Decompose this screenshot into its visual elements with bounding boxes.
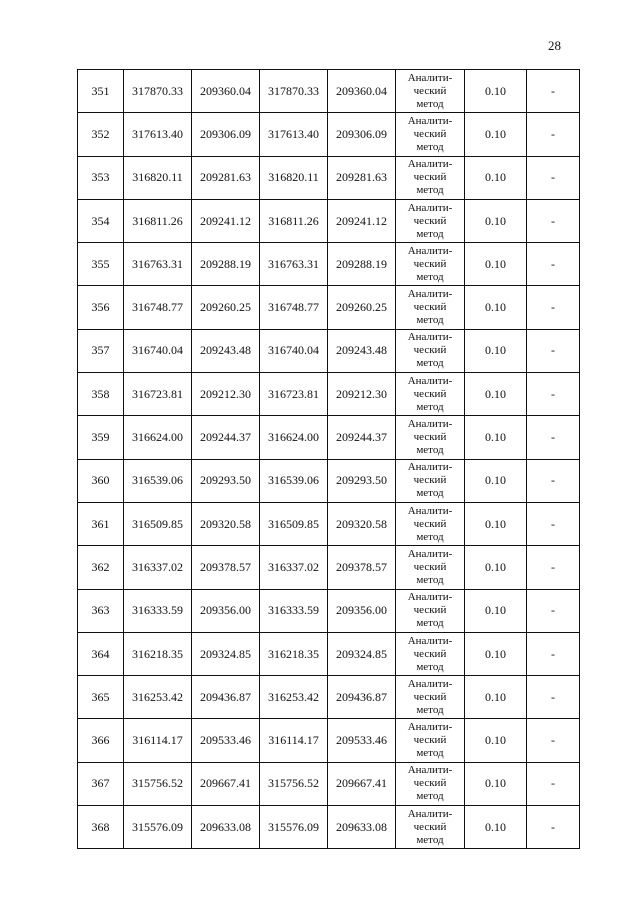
- x-coordinate-new-cell: 316539.06: [260, 459, 328, 502]
- method-cell: [396, 199, 465, 242]
- accuracy-cell: 0.10: [465, 719, 527, 762]
- note-cell: -: [527, 589, 580, 632]
- method-text-line: ческий: [413, 84, 447, 97]
- y-coordinate-cell: 209378.57: [192, 546, 260, 589]
- point-number-cell: 351: [78, 70, 124, 113]
- method-text-line: метод: [416, 357, 444, 370]
- note-cell: -: [527, 502, 580, 545]
- y-coordinate-cell: 209212.30: [192, 373, 260, 416]
- x-coordinate-cell: 316763.31: [124, 243, 192, 286]
- x-coordinate-new-cell: 316624.00: [260, 416, 328, 459]
- x-coordinate-cell: 316811.26: [124, 199, 192, 242]
- table-row: [78, 459, 580, 502]
- x-coordinate-cell: 315756.52: [124, 762, 192, 805]
- accuracy-cell: 0.10: [465, 502, 527, 545]
- note-cell: -: [527, 719, 580, 762]
- accuracy-cell: 0.10: [465, 199, 527, 242]
- method-cell: [396, 719, 465, 762]
- method-text-line: ческий: [413, 517, 447, 530]
- y-coordinate-cell: 209633.08: [192, 806, 260, 849]
- method-text-line: метод: [416, 97, 444, 110]
- x-coordinate-new-cell: 316218.35: [260, 632, 328, 675]
- method-text-line: Аналити-: [407, 504, 453, 517]
- method-text-line: Аналити-: [407, 71, 453, 84]
- method-text-line: ческий: [413, 387, 447, 400]
- x-coordinate-new-cell: 316811.26: [260, 199, 328, 242]
- method-text-line: метод: [416, 747, 444, 760]
- method-cell: [396, 286, 465, 329]
- y-coordinate-cell: 209241.12: [192, 199, 260, 242]
- table-row: [78, 243, 580, 286]
- note-cell: -: [527, 459, 580, 502]
- y-coordinate-cell: 209356.00: [192, 589, 260, 632]
- method-text-line: Аналити-: [407, 807, 453, 820]
- method-cell: [396, 762, 465, 805]
- accuracy-cell: 0.10: [465, 546, 527, 589]
- method-text-line: ческий: [413, 604, 447, 617]
- point-number-cell: 356: [78, 286, 124, 329]
- x-coordinate-cell: 316624.00: [124, 416, 192, 459]
- method-text-line: метод: [416, 617, 444, 630]
- method-text-line: Аналити-: [407, 288, 453, 301]
- x-coordinate-cell: 316740.04: [124, 329, 192, 372]
- x-coordinate-new-cell: 316253.42: [260, 676, 328, 719]
- method-cell: [396, 156, 465, 199]
- method-text-line: ческий: [413, 344, 447, 357]
- method-cell: [396, 416, 465, 459]
- y-coordinate-cell: 209243.48: [192, 329, 260, 372]
- accuracy-cell: 0.10: [465, 806, 527, 849]
- table-row: [78, 546, 580, 589]
- table-row: [78, 589, 580, 632]
- note-cell: -: [527, 676, 580, 719]
- method-text-line: ческий: [413, 171, 447, 184]
- point-number-cell: 365: [78, 676, 124, 719]
- table-row: [78, 676, 580, 719]
- y-coordinate-cell: 209281.63: [192, 156, 260, 199]
- y-coordinate-new-cell: 209293.50: [328, 459, 396, 502]
- x-coordinate-new-cell: 316337.02: [260, 546, 328, 589]
- y-coordinate-cell: 209293.50: [192, 459, 260, 502]
- note-cell: -: [527, 632, 580, 675]
- point-number-cell: 366: [78, 719, 124, 762]
- table-row: [78, 416, 580, 459]
- table-row: [78, 806, 580, 849]
- method-cell: [396, 589, 465, 632]
- y-coordinate-cell: 209360.04: [192, 70, 260, 113]
- method-text-line: Аналити-: [407, 244, 453, 257]
- method-cell: [396, 243, 465, 286]
- table-row: [78, 199, 580, 242]
- table-body: [78, 70, 580, 849]
- y-coordinate-new-cell: 209212.30: [328, 373, 396, 416]
- point-number-cell: 363: [78, 589, 124, 632]
- x-coordinate-cell: 317613.40: [124, 113, 192, 156]
- method-text-line: Аналити-: [407, 461, 453, 474]
- y-coordinate-new-cell: 209324.85: [328, 632, 396, 675]
- table-row: [78, 113, 580, 156]
- accuracy-cell: 0.10: [465, 632, 527, 675]
- note-cell: -: [527, 416, 580, 459]
- y-coordinate-new-cell: 209241.12: [328, 199, 396, 242]
- y-coordinate-new-cell: 209260.25: [328, 286, 396, 329]
- x-coordinate-cell: 316509.85: [124, 502, 192, 545]
- accuracy-cell: 0.10: [465, 70, 527, 113]
- table-row: [78, 329, 580, 372]
- x-coordinate-cell: 316114.17: [124, 719, 192, 762]
- table-row: [78, 632, 580, 675]
- y-coordinate-cell: 209320.58: [192, 502, 260, 545]
- method-text-line: Аналити-: [407, 677, 453, 690]
- y-coordinate-cell: 209288.19: [192, 243, 260, 286]
- x-coordinate-cell: 316333.59: [124, 589, 192, 632]
- method-text-line: Аналити-: [407, 764, 453, 777]
- x-coordinate-cell: 317870.33: [124, 70, 192, 113]
- method-cell: [396, 546, 465, 589]
- method-text-line: метод: [416, 703, 444, 716]
- x-coordinate-new-cell: 316748.77: [260, 286, 328, 329]
- method-text-line: Аналити-: [407, 591, 453, 604]
- y-coordinate-cell: 209667.41: [192, 762, 260, 805]
- y-coordinate-new-cell: 209306.09: [328, 113, 396, 156]
- table-row: [78, 156, 580, 199]
- y-coordinate-cell: 209324.85: [192, 632, 260, 675]
- x-coordinate-new-cell: 317870.33: [260, 70, 328, 113]
- x-coordinate-cell: 316748.77: [124, 286, 192, 329]
- x-coordinate-cell: 316337.02: [124, 546, 192, 589]
- method-text-line: метод: [416, 790, 444, 803]
- coordinates-table: [77, 69, 580, 849]
- note-cell: -: [527, 286, 580, 329]
- point-number-cell: 362: [78, 546, 124, 589]
- accuracy-cell: 0.10: [465, 243, 527, 286]
- method-text-line: Аналити-: [407, 331, 453, 344]
- x-coordinate-new-cell: 316763.31: [260, 243, 328, 286]
- method-text-line: Аналити-: [407, 634, 453, 647]
- y-coordinate-new-cell: 209360.04: [328, 70, 396, 113]
- x-coordinate-cell: 316820.11: [124, 156, 192, 199]
- method-text-line: метод: [416, 314, 444, 327]
- accuracy-cell: 0.10: [465, 676, 527, 719]
- x-coordinate-new-cell: 316333.59: [260, 589, 328, 632]
- method-cell: [396, 806, 465, 849]
- method-text-line: ческий: [413, 690, 447, 703]
- note-cell: -: [527, 156, 580, 199]
- note-cell: -: [527, 70, 580, 113]
- note-cell: -: [527, 762, 580, 805]
- method-text-line: метод: [416, 227, 444, 240]
- method-cell: [396, 373, 465, 416]
- x-coordinate-new-cell: 315576.09: [260, 806, 328, 849]
- x-coordinate-new-cell: 316114.17: [260, 719, 328, 762]
- x-coordinate-cell: 316723.81: [124, 373, 192, 416]
- method-text-line: ческий: [413, 127, 447, 140]
- table-row: [78, 373, 580, 416]
- table-row: [78, 762, 580, 805]
- note-cell: -: [527, 546, 580, 589]
- x-coordinate-new-cell: 316740.04: [260, 329, 328, 372]
- y-coordinate-new-cell: 209281.63: [328, 156, 396, 199]
- note-cell: -: [527, 113, 580, 156]
- note-cell: -: [527, 329, 580, 372]
- point-number-cell: 360: [78, 459, 124, 502]
- method-text-line: метод: [416, 400, 444, 413]
- table-row: [78, 70, 580, 113]
- y-coordinate-new-cell: 209320.58: [328, 502, 396, 545]
- y-coordinate-cell: 209260.25: [192, 286, 260, 329]
- method-text-line: метод: [416, 833, 444, 846]
- method-text-line: метод: [416, 184, 444, 197]
- method-text-line: метод: [416, 444, 444, 457]
- note-cell: -: [527, 199, 580, 242]
- point-number-cell: 352: [78, 113, 124, 156]
- method-text-line: ческий: [413, 431, 447, 444]
- x-coordinate-new-cell: 316820.11: [260, 156, 328, 199]
- accuracy-cell: 0.10: [465, 459, 527, 502]
- y-coordinate-new-cell: 209356.00: [328, 589, 396, 632]
- y-coordinate-new-cell: 209633.08: [328, 806, 396, 849]
- method-cell: [396, 676, 465, 719]
- y-coordinate-new-cell: 209288.19: [328, 243, 396, 286]
- method-text-line: ческий: [413, 647, 447, 660]
- table-row: [78, 502, 580, 545]
- x-coordinate-cell: 316218.35: [124, 632, 192, 675]
- method-text-line: метод: [416, 530, 444, 543]
- method-text-line: ческий: [413, 214, 447, 227]
- y-coordinate-cell: 209306.09: [192, 113, 260, 156]
- method-text-line: ческий: [413, 474, 447, 487]
- y-coordinate-new-cell: 209243.48: [328, 329, 396, 372]
- accuracy-cell: 0.10: [465, 156, 527, 199]
- point-number-cell: 353: [78, 156, 124, 199]
- method-text-line: Аналити-: [407, 418, 453, 431]
- accuracy-cell: 0.10: [465, 113, 527, 156]
- point-number-cell: 368: [78, 806, 124, 849]
- x-coordinate-new-cell: 317613.40: [260, 113, 328, 156]
- x-coordinate-cell: 316539.06: [124, 459, 192, 502]
- note-cell: -: [527, 806, 580, 849]
- method-cell: [396, 113, 465, 156]
- accuracy-cell: 0.10: [465, 589, 527, 632]
- point-number-cell: 364: [78, 632, 124, 675]
- point-number-cell: 359: [78, 416, 124, 459]
- table-row: [78, 286, 580, 329]
- table-row: [78, 719, 580, 762]
- method-text-line: ческий: [413, 820, 447, 833]
- note-cell: -: [527, 373, 580, 416]
- page-number: 28: [548, 38, 561, 53]
- note-cell: -: [527, 243, 580, 286]
- y-coordinate-new-cell: 209436.87: [328, 676, 396, 719]
- point-number-cell: 355: [78, 243, 124, 286]
- method-text-line: ческий: [413, 734, 447, 747]
- y-coordinate-cell: 209244.37: [192, 416, 260, 459]
- y-coordinate-new-cell: 209667.41: [328, 762, 396, 805]
- method-text-line: Аналити-: [407, 201, 453, 214]
- point-number-cell: 367: [78, 762, 124, 805]
- method-text-line: метод: [416, 573, 444, 586]
- method-text-line: ческий: [413, 301, 447, 314]
- method-cell: [396, 632, 465, 675]
- point-number-cell: 357: [78, 329, 124, 372]
- method-cell: [396, 502, 465, 545]
- accuracy-cell: 0.10: [465, 416, 527, 459]
- method-cell: [396, 459, 465, 502]
- method-cell: [396, 70, 465, 113]
- method-text-line: метод: [416, 140, 444, 153]
- y-coordinate-new-cell: 209378.57: [328, 546, 396, 589]
- method-text-line: Аналити-: [407, 374, 453, 387]
- accuracy-cell: 0.10: [465, 286, 527, 329]
- y-coordinate-new-cell: 209533.46: [328, 719, 396, 762]
- x-coordinate-cell: 316253.42: [124, 676, 192, 719]
- point-number-cell: 358: [78, 373, 124, 416]
- method-text-line: метод: [416, 487, 444, 500]
- method-cell: [396, 329, 465, 372]
- method-text-line: Аналити-: [407, 114, 453, 127]
- method-text-line: Аналити-: [407, 547, 453, 560]
- y-coordinate-cell: 209533.46: [192, 719, 260, 762]
- x-coordinate-cell: 315576.09: [124, 806, 192, 849]
- method-text-line: метод: [416, 270, 444, 283]
- method-text-line: ческий: [413, 777, 447, 790]
- y-coordinate-cell: 209436.87: [192, 676, 260, 719]
- x-coordinate-new-cell: 315756.52: [260, 762, 328, 805]
- method-text-line: ческий: [413, 560, 447, 573]
- x-coordinate-new-cell: 316509.85: [260, 502, 328, 545]
- method-text-line: метод: [416, 660, 444, 673]
- method-text-line: Аналити-: [407, 721, 453, 734]
- method-text-line: ческий: [413, 257, 447, 270]
- accuracy-cell: 0.10: [465, 329, 527, 372]
- point-number-cell: 361: [78, 502, 124, 545]
- y-coordinate-new-cell: 209244.37: [328, 416, 396, 459]
- x-coordinate-new-cell: 316723.81: [260, 373, 328, 416]
- accuracy-cell: 0.10: [465, 762, 527, 805]
- method-text-line: Аналити-: [407, 158, 453, 171]
- point-number-cell: 354: [78, 199, 124, 242]
- accuracy-cell: 0.10: [465, 373, 527, 416]
